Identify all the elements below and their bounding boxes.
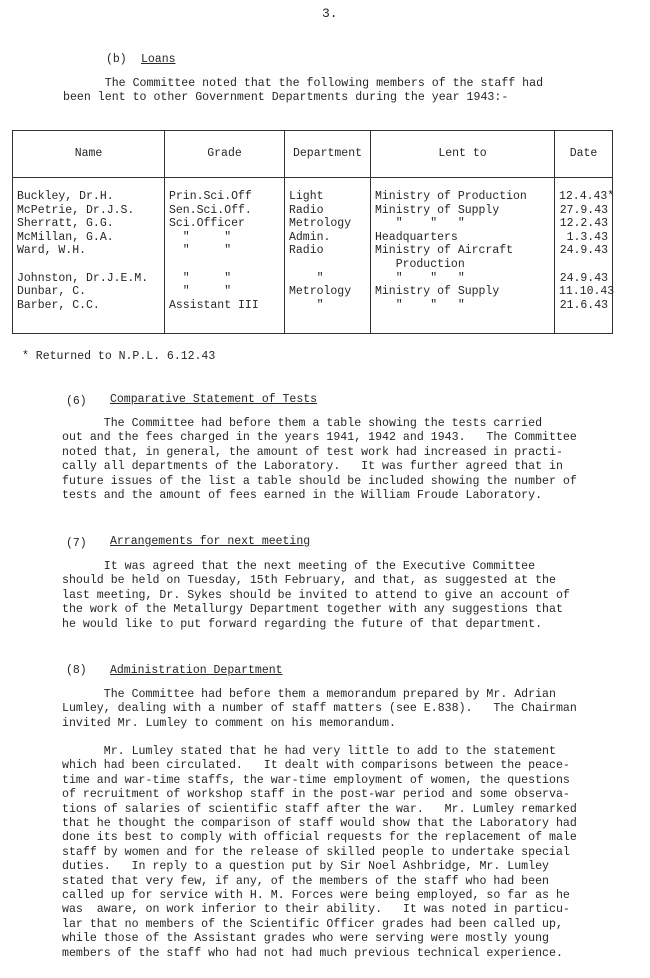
loans-intro: The Committee noted that the following members of the staff had been lent to other Government Departments during the year 1943:- (63, 77, 544, 105)
loans-heading: Loans (141, 53, 176, 66)
department-column-cell: Light Radio Metrology Admin. Radio " Metrology " (285, 178, 371, 334)
table-row (13, 178, 613, 334)
section-6-body: The Committee had before them a table showing the tests carried out and the fees charged in the years 1941, 1942 and 1943. The Committee noted that, in general, the amount of test work had increased in practi- cally all departments of the Laboratory. It was further agreed that in future issues of the list a table should be included showing the number of tests and the amount of fees earned in the William Froude Laboratory. (62, 417, 577, 503)
section-7-heading: Arrangements for next meeting (110, 535, 311, 548)
section-6-number: (6) (66, 395, 87, 408)
section-8-paragraph-2: Mr. Lumley stated that he had very little to add to the statement which had been circulated. It dealt with comparisons between the peace- time and war-time staffs, the war-time employment of women, the questions of recruitment of workshop staff in the post-war period and some observa- tions of salaries of scientific staff after the war. Mr. Lumley remarked that he thought the comparison of staff would show that the Laboratory had done its best to comply with official requests for the replacement of male staff by women and for the release of skilled people to undertake special duties. In reply to a question put by Sir Noel Ashbridge, Mr. Lumley stated that very few, if any, of the members of the staff who had been called up for service with H. M. Forces were being employed, so far as he was aware, on work inferior to their ability. It was noted in particu- lar that no members of the Scientific Officer grades had been called up, while those of the Assistant grades who were serving were mostly young members of the staff who had not had much previous technical experience. (62, 745, 577, 960)
loans-footnote: * Returned to N.P.L. 6.12.43 (22, 350, 216, 363)
lent-to-column-cell: Ministry of Production Ministry of Supply " " " Headquarters Ministry of Aircraft Production " " " Ministry of Supply " " " (371, 178, 555, 334)
column-header-grade: Grade (165, 131, 285, 178)
name-column-cell: Buckley, Dr.H. McPetrie, Dr.J.S. Sherratt, G.G. McMillan, G.A. Ward, W.H. Johnston, Dr.J.E.M. Dunbar, C. Barber, C.C. (13, 178, 165, 334)
section-8-number: (8) (66, 664, 87, 677)
loans-table (12, 130, 613, 334)
section-6-heading: Comparative Statement of Tests (110, 393, 318, 406)
table-header-row (13, 131, 613, 178)
section-8-heading: Administration Department (110, 664, 283, 677)
grade-column-cell: Prin.Sci.Off Sen.Sci.Off. Sci.Officer " " " " " " " " Assistant III (165, 178, 285, 334)
column-header-lent-to: Lent to (371, 131, 555, 178)
column-header-date: Date (555, 131, 613, 178)
column-header-department: Department (285, 131, 371, 178)
loans-heading-number: (b) (106, 53, 127, 66)
date-column-cell: 12.4.43* 27.9.43 12.2.43 1.3.43 24.9.43 24.9.43 11.10.43 21.6.43 (555, 178, 613, 334)
column-header-name: Name (13, 131, 165, 178)
section-7-number: (7) (66, 537, 87, 550)
section-8-paragraph-1: The Committee had before them a memorandum prepared by Mr. Adrian Lumley, dealing with a number of staff matters (see E.838). The Chairman invited Mr. Lumley to comment on his memorandum. (62, 688, 577, 730)
section-7-body: It was agreed that the next meeting of the Executive Committee should be held on Tuesday, 15th February, and that, as suggested at the last meeting, Dr. Sykes should be invited to attend to give an account of the work of the Metallurgy Department together with any suggestions that he would like to put forward regarding the future of that department. (62, 560, 570, 631)
page-number: 3. (322, 6, 338, 21)
